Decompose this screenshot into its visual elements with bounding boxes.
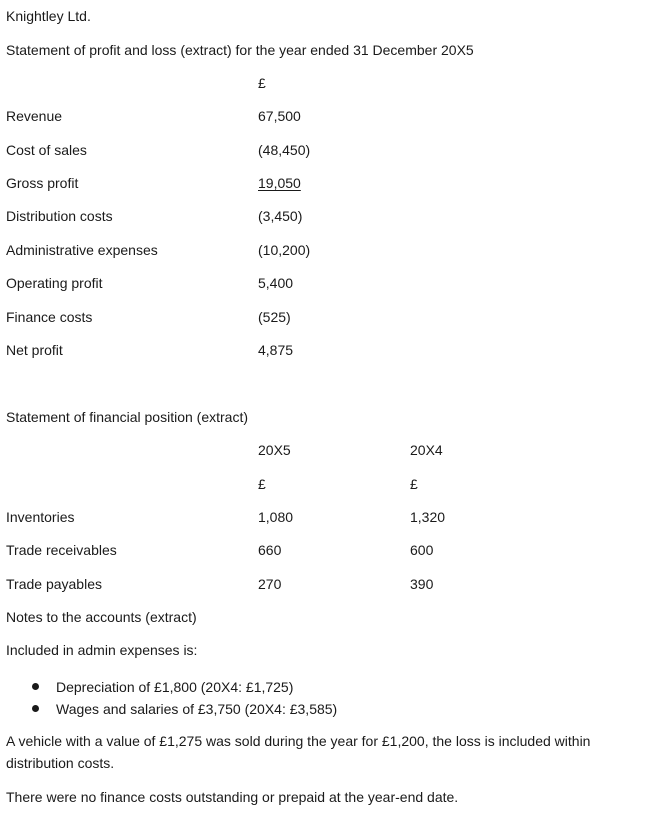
list-item-text: Wages and salaries of £3,750 (20X4: £3,585) [56,701,338,717]
pl-row-label: Net profit [6,342,63,358]
bullet-icon [32,705,39,712]
pl-row-label: Gross profit [6,175,79,191]
pl-row-label: Revenue [6,108,63,124]
sofp-row-value: 1,320 [410,509,446,525]
sofp-currency-header: £ [410,476,418,492]
pl-row-value: (3,450) [258,208,303,224]
pl-row-value: 5,400 [258,275,294,291]
sofp-row-value: 1,080 [258,509,294,525]
notes-paragraph-finance: There were no finance costs outstanding or prepaid at the year-end date. [6,789,459,805]
pl-row-value: (10,200) [258,242,311,258]
pl-currency-header: £ [258,75,266,91]
list-item [30,676,337,698]
sofp-row-label: Trade payables [6,576,102,592]
pl-row-label: Administrative expenses [6,242,158,258]
sofp-year-header: 20X5 [258,442,291,458]
sofp-row-value: 600 [410,542,434,558]
pl-row-value: 67,500 [258,108,301,124]
sofp-year-header: 20X4 [410,442,443,458]
notes-paragraph-vehicle: A vehicle with a value of £1,275 was sold during the year for £1,200, the loss is included within distribution costs. [6,733,591,771]
sofp-currency-header: £ [258,476,266,492]
sofp-row-value: 390 [410,576,434,592]
sofp-row-value: 660 [258,542,282,558]
notes-title: Notes to the accounts (extract) [6,609,197,625]
pl-row-label: Operating profit [6,275,103,291]
sofp-title: Statement of financial position (extract) [6,409,249,425]
list-item [30,698,337,720]
pl-row-value: 4,875 [258,342,294,358]
pl-row-value: (48,450) [258,142,311,158]
sofp-row-label: Inventories [6,509,75,525]
bullet-icon [32,683,39,690]
pl-row-label: Distribution costs [6,208,113,224]
pl-row-label: Finance costs [6,309,93,325]
pl-row-value: 19,050 [258,175,301,191]
sofp-row-value: 270 [258,576,282,592]
list-item-text: Depreciation of £1,800 (20X4: £1,725) [56,679,294,695]
company-name: Knightley Ltd. [6,8,91,24]
notes-bullet-list [30,676,337,720]
pl-title: Statement of profit and loss (extract) for the year ended 31 December 20X5 [6,42,474,58]
pl-row-label: Cost of sales [6,142,87,158]
notes-intro: Included in admin expenses is: [6,642,198,658]
pl-row-value: (525) [258,309,291,325]
sofp-row-label: Trade receivables [6,542,117,558]
